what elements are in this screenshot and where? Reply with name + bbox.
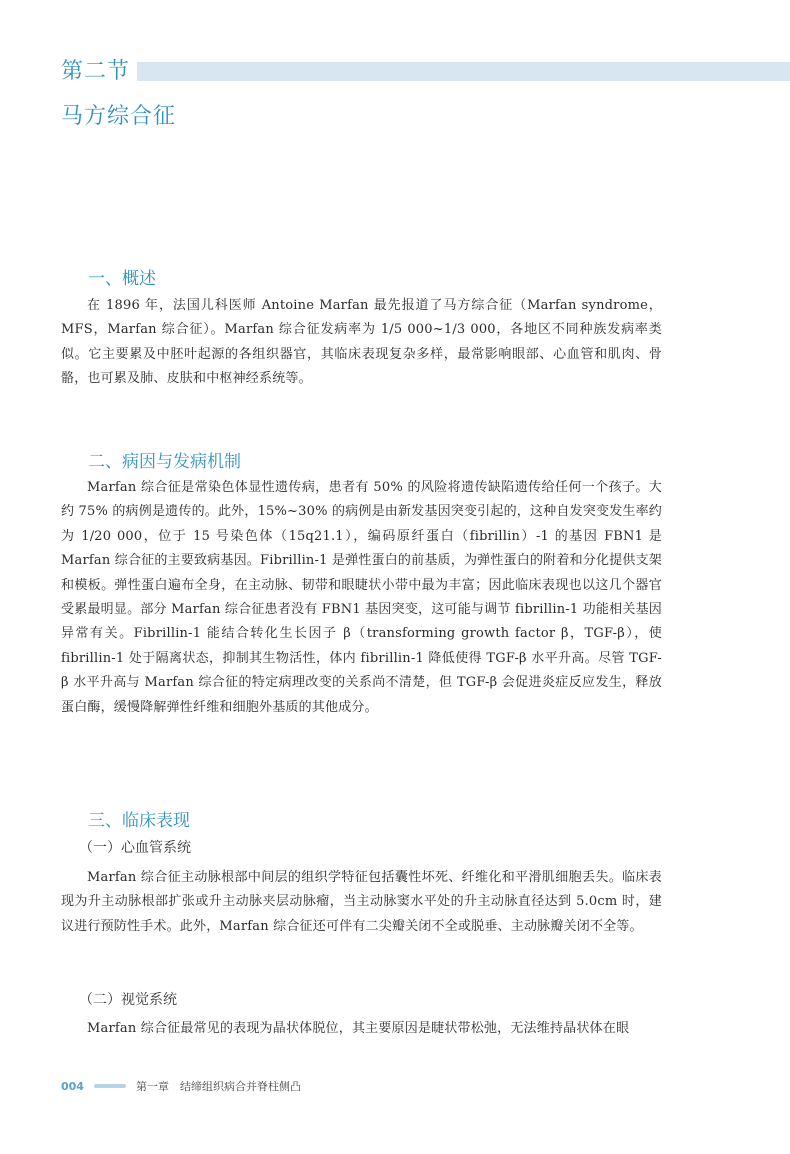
subheading-visual: （二）视觉系统 — [79, 992, 177, 1008]
paragraph-visual: Marfan 综合征最常见的表现为晶状体脱位，其主要原因是睫状带松弛，无法维持晶状体在眼 — [87, 1021, 630, 1036]
paragraph-etiology: Marfan 综合征是常染色体显性遗传病，患者有 50% 的风险将遗传缺陷遗传给任何一个孩子。大约 75% 的病例是遗传的。此外，15%~30% 的病例是由新发基因突变引起的，这种自发突变发生率约为 1/20 000，位于 15 号染色体（15q21.1），编码原纤蛋白（fibrillin）-1 的基因 FBN1 是 Marfan 综合征的主要致病基因。Fibrillin-1 是弹性蛋白的前基质，为弹性蛋白的附着和分化提供支架和模板。弹性蛋白遍布全身，在主动脉、韧带和眼睫状小带中最为丰富；因此临床表现也以这几个器官受累最明显。部分 Marfan 综合征患者没有 FBN1 基因突变，这可能与调节 fibrillin-1 功能相关基因异常有关。Fibrillin-1 能结合转化生长因子 β（transforming growth factor β，TGF-β），使 fibrillin-1 处于隔离状态，抑制其生物活性，体内 fibrillin-1 降低使得 TGF-β 水平升高。尽管 TGF-β 水平升高与 Marfan 综合征的特定病理改变的关系尚不清楚，但 TGF-β 会促进炎症反应发生，释放蛋白酶，缓慢降解弹性纤维和细胞外基质的其他成分。 — [61, 480, 662, 715]
section-heading-clinical: 三、临床表现 — [88, 811, 190, 831]
section-header-bar — [137, 62, 790, 81]
footer-divider — [94, 1084, 126, 1088]
paragraph-overview: 在 1896 年，法国儿科医师 Antoine Marfan 最先报道了马方综合征（Marfan syndrome，MFS，Marfan 综合征）。Marfan 综合征发病率为 1/5 000~1/3 000，各地区不同种族发病率类似。它主要累及中胚叶起源的各组织器官，其临床表现复杂多样，最常影响眼部、心血管和肌肉、骨骼，也可累及肺、皮肤和中枢神经系统等。 — [61, 298, 662, 387]
section-heading-overview: 一、概述 — [88, 269, 156, 289]
page-footer — [61, 1078, 301, 1094]
section-heading-etiology: 二、病因与发病机制 — [88, 452, 241, 472]
footer-chapter-text: 第一章 结缔组织病合并脊柱侧凸 — [135, 1080, 301, 1093]
paragraph-cardiovascular: Marfan 综合征主动脉根部中间层的组织学特征包括囊性坏死、纤维化和平滑肌细胞丢失。临床表现为升主动脉根部扩张或升主动脉夹层动脉瘤，当主动脉窦水平处的升主动脉直径达到 5.0cm 时，建议进行预防性手术。此外，Marfan 综合征还可伴有二尖瓣关闭不全或脱垂、主动脉瓣关闭不全等。 — [61, 870, 662, 934]
page-title: 马方综合征 — [61, 104, 177, 129]
page-number: 004 — [61, 1079, 84, 1093]
section-label: 第二节 — [61, 59, 131, 84]
subheading-cardiovascular: （一）心血管系统 — [79, 840, 191, 856]
